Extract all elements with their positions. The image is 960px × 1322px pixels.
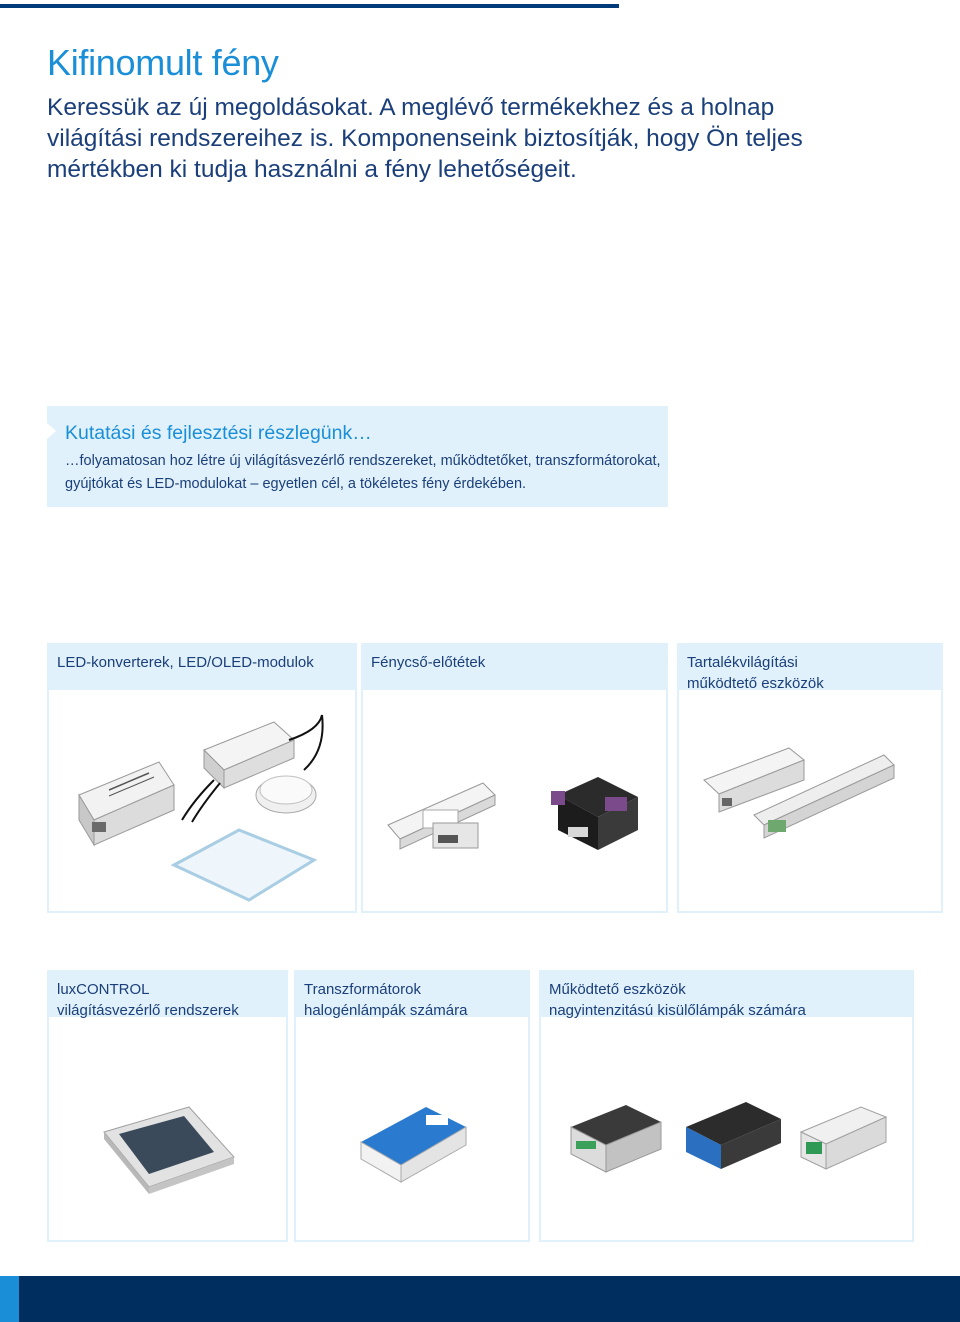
- panel-led-converters: [47, 643, 357, 913]
- hid-ballast-gray-icon: [571, 1105, 661, 1172]
- led-module-round-icon: [256, 776, 316, 813]
- panel-emergency-lighting: [677, 643, 943, 913]
- halogen-transformer-icon: [361, 1107, 466, 1182]
- led-products-image: [64, 710, 354, 905]
- panel-transformers: [294, 970, 530, 1242]
- info-text: …folyamatosan hoz létre új világításvezérlő rendszereket, működtetőket, transzformátorokat, gyújtókat és LED-modulokat – egyetlen cél, a tökéletes fény érdekében.: [65, 453, 661, 492]
- panel-subtitle: világításvezérlő rendszerek: [57, 1002, 239, 1019]
- transformer-image: [356, 1097, 476, 1197]
- panel-subtitle: halogénlámpák számára: [304, 1002, 468, 1019]
- panel-title: Tartalékvilágítási: [687, 654, 798, 671]
- panel-title: Transzformátorok: [304, 981, 421, 998]
- ballast-products-image: [383, 755, 663, 885]
- emergency-products-image: [694, 730, 934, 850]
- panel-title: luxCONTROL: [57, 981, 150, 998]
- lead-paragraph: Keressük az új megoldásokat. A meglévő termékekhez és a holnap világítási rendszereihez is. Komponenseink biztosítják, hogy Ön teljes mértékben ki tudja használni a fény lehetőségeit.: [47, 94, 803, 183]
- panel-title: Működtető eszközök: [549, 981, 686, 998]
- panel-header: [679, 645, 941, 690]
- panel-header: [296, 972, 528, 1017]
- panel-header: [363, 645, 666, 690]
- control-panel-icon: [104, 1107, 234, 1194]
- panel-subtitle: nagyintenzitású kisülőlámpák számára: [549, 1002, 806, 1019]
- panel-subtitle: működtető eszközök: [687, 675, 824, 692]
- panel-title: Fénycső-előtétek: [371, 654, 486, 671]
- hid-ballast-purple-icon: [551, 777, 638, 850]
- panel-header: [49, 972, 286, 1017]
- electronic-ballast-icon: [388, 783, 495, 849]
- page-title: Kifinomult fény: [47, 42, 279, 83]
- footer-bar: [0, 1276, 960, 1322]
- panel-title: LED-konverterek, LED/OLED-modulok: [57, 654, 314, 671]
- hid-products-image: [566, 1097, 896, 1187]
- panel-fluorescent-ballasts: [361, 643, 668, 913]
- hid-ballast-blue-icon: [686, 1102, 781, 1169]
- oled-panel-icon: [174, 830, 314, 900]
- panel-header: [49, 645, 355, 690]
- panel-hid-control-gear: [539, 970, 914, 1242]
- top-rule: [0, 4, 619, 8]
- luxcontrol-panel-image: [94, 1102, 244, 1202]
- panel-header: [541, 972, 912, 1017]
- igniter-icon: [801, 1107, 886, 1169]
- arrow-icon: [47, 423, 56, 439]
- panel-luxcontrol: [47, 970, 288, 1242]
- footer-accent: [0, 1276, 19, 1322]
- info-box: [47, 406, 668, 507]
- led-converter-small-icon: [79, 762, 174, 845]
- info-heading: Kutatási és fejlesztési részlegünk…: [65, 422, 372, 444]
